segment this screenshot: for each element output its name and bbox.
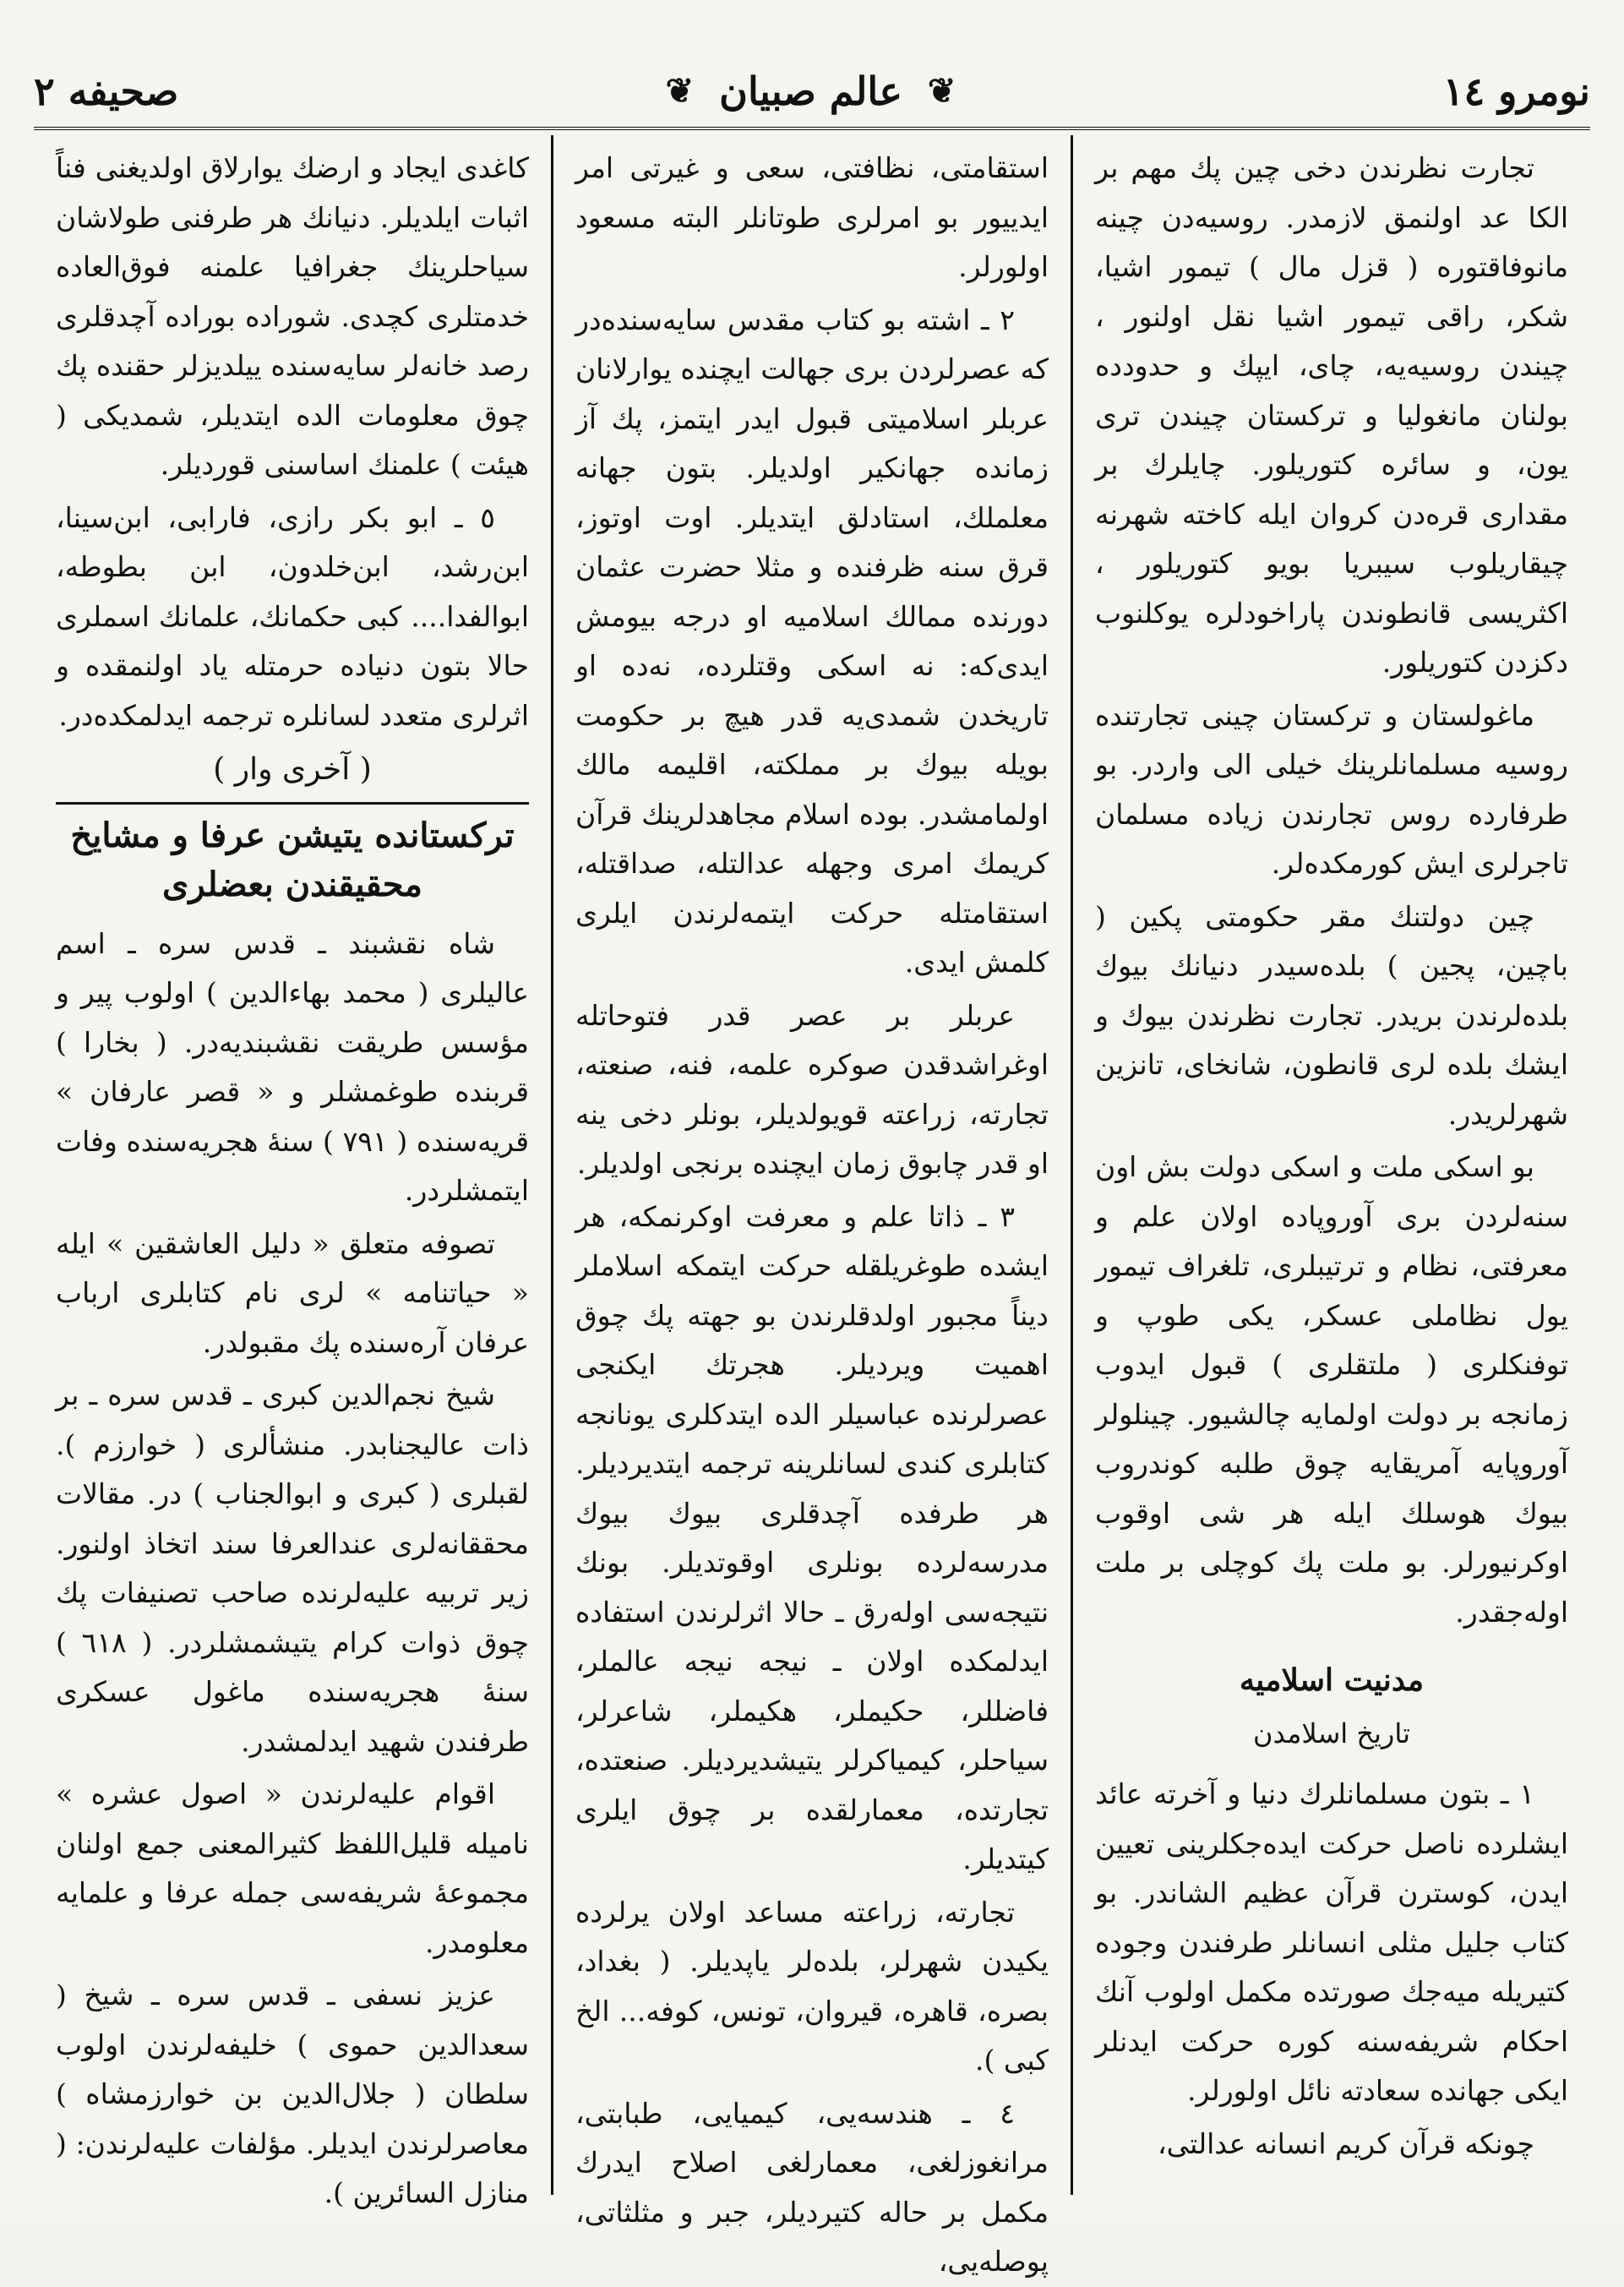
issue-number: نومرو ١٤ [1442,68,1590,114]
paragraph: تجارته، زراعته مساعد اولان یرلرده یکیدن شهرلر، بلده‌لر یاپدیلر. ( بغداد، بصره، قاهره، قیروان، تونس، کوفه... الخ کبی ). [575,1895,1049,2077]
masthead [666,68,956,114]
paragraph: تصوفه متعلق « دلیل العاشقین » ایله « حیاتنامه » لری نام کتابلری ارباب عرفان آره‌سنده پك مقبولدر. [56,1226,529,1359]
divider [56,802,529,805]
paragraph: عربلر بر عصر قدر فتوحاتله اوغراشدقدن صوکره علمه، فنه، صنعته، تجارته، زراعته قویولدیلر، بونلر دخی ینه او قدر چابوق زمان ایچنده برنجی اولدیلر. [575,998,1049,1180]
paragraph: کاغدی ایجاد و ارضك یوارلاق اولدیغنی فناً اثبات ایلدیلر. دنیانك هر طرفنی طولاشان سیاحلرینك جغرافیا علمنه فوق‌العاده خدمتلری کچدی. شوراده بوراده آچدقلری رصد خانه‌لر سایه‌سنده ییلدیزلر حقنده پك چوق معلومات الده ایتدیلر، شمدیکی ( هیئت ) علمنك اساسنی قوردیلر. [56,151,529,481]
paragraph: چین دولتنك مقر حکومتی پکین ( باچین، پجین ) بلده‌سیدر دنیانك بیوك بلده‌لرندن بریدر. تجارت نظرندن بیوك و ایشك بلده لری قانطون، شانخای، تانزین شهرلریدر. [1095,899,1568,1131]
column-left [34,135,553,2209]
ornament-icon: ❦ [927,71,956,111]
paragraph: عزیز نسفی ـ قدس سره ـ شیخ ( سعدالدین حموی ) خلیفه‌لرندن اولوب سلطان ( جلال‌الدین بن خوارزمشاه ) معاصرلرندن ایدیلر. مؤلفات علیه‌لرندن: ( منازل السائرین ). [56,1979,529,2209]
paragraph: بو اسکی ملت و اسکی دولت بش اون سنه‌لردن بری آوروپاده اولان علم و معرفتی، نظام و ترتیبلری، تلغراف تیمور یول نظاملی عسکر، یکی طوپ و توفنکلری ( ملتقلری ) قبول ایدوب زمانجه بر دولت اولمایه چالشیور. چینلولر آوروپایه آمریقایه چوق طلبه کوندروب بیوك هوسلك ایله هر شی اوقوب اوکرنیورلر. بو ملت پك کوچلی بر ملت اوله‌جقدر. [1095,1150,1568,1629]
section-heading: مدنیت اسلامیه [1239,1662,1425,1698]
paragraph: تجارت نظرندن دخی چین پك مهم بر الكا عد اولنمق لازمدر. روسیه‌دن چینه مانوفاقتوره ( قزل مال ) تیمور اشیا، شکر، راقی تیمور اشیا نقل اولنور ، چیندن روسیه‌یه، چای، ایپك و حدودده بولنان مانغولیا و ترکستان چیندن تری یون، و سائره کتوریلور. چایلرك بر مقداری قره‌دن کروان ایله کاخته شهرنه چیقاریلوب سیبریا بویو کتوریلور ، اکثریسی قانطوندن پاراخودلره یوکلنوب دکزدن کتوریلور. [1095,151,1568,679]
article-title: ترکستانده یتیشن عرفا و مشایخ محقیقندن بعضلری [70,815,515,904]
masthead-title: عالم صبیان [719,68,902,114]
header-rule [34,127,1590,130]
columns [34,135,1590,2278]
paragraph: ماغولستان و ترکستان چینی تجارتنده روسیه مسلمانلرینك خیلی الی واردر. بو طرفارده روس تجارندن زیاده مسلمان تاجرلری ایش کورمکده‌لر. [1095,698,1568,880]
paragraph: استقامتی، نظافتی، سعی و غیرتی امر ایدییور بو امرلری طوتانلر البته مسعود اولورلر. [575,151,1049,283]
ornament-icon: ❦ [665,71,695,111]
paragraph: ٣ ـ ذاتا علم و معرفت اوکرنمکه، هر ایشده طوغریلقله حرکت ایتمکه اسلاملر دیناً مجبور اولدقلرندن بو جهته پك چوق اهمیت ویردیلر. هجرتك ایکنجی عصرلرنده عباسیلر الده ایتدکلری یونانجه کتابلری کندی لسانلرینه ترجمه ایتدیردیلر. هر طرفده آچدقلری بیوك بیوك مدرسه‌لرده بونلری اوقوتدیلر. بونك نتیجه‌سی اوله‌رق ـ حالا اثرلرندن استفاده ایدلمکده اولان ـ نیجه نیجه عالملر، فاضللر، حکیملر، هکیملر، شاعرلر، سیاحلر، کیمیاکرلر یتیشدیردیلر. صنعتده، تجارتده، معمارلقده بر چوق ایلری کیتدیلر. [575,1199,1049,1875]
paragraph: اقوام علیه‌لرندن « اصول عشره » نامیله قلیل‌اللفظ کثیرالمعنی جمع اولنان مجموعهٔ شریفه‌سی جمله عرفا و علمایه معلومدر. [56,1777,529,1959]
paragraph: ٥ ـ ابو بکر رازی، فارابی، ابن‌سینا، ابن‌رشد، ابن‌خلدون، ابن بطوطه، ابوالفدا.... کبی حکمانك، علمانك اسملری حالا بتون دنیاده حرمتله یاد اولنمقده و اثرلری متعدد لسانلره ترجمه ایدلمکده‌در. [56,500,529,732]
page-label: صحیفه ۲ [34,68,179,114]
paragraph: ٤ ـ هندسه‌یی، کیمیایی، طبابتی، مرانغوزلغی، معمارلغی اصلاح ایدرك مکمل بر حاله کتیردیلر، جبر و مثلثاتی، پوصله‌یی، [575,2096,1049,2278]
column-middle [553,135,1073,2278]
page-header [34,51,1590,131]
paragraph: ١ ـ بتون مسلمانلرك دنیا و آخرته عائد ایشلرده ناصل حرکت ایده‌جکلرینی تعیین ایدن، کوسترن قرآن عظیم الشاندر. بو کتاب جلیل مثلی انسانلر طرفندن وجوده کتیریله میه‌جك صورتده مکمل اولوب آنك احکام شریفه‌سنه کوره حرکت ایدنلر ایکی جهانده سعادته نائل اولورلر. [1095,1777,1568,2107]
paragraph: چونکه قرآن کریم انسانه عدالتی، [1157,2126,1534,2160]
column-right [1073,135,1590,2195]
continued-note: ( آخری وار ) [213,752,372,787]
paragraph: ٢ ـ اشته بو کتاب مقدس سایه‌سنده‌در که عصرلردن بری جهالت ایچنده یوارلانان عربلر اسلامیتی قبول ایدر ایتمز، پك آز زمانده جهانکیر اولدیلر. بتون جهانه معلملك، استادلق ایتدیلر. اوت اوتوز، قرق سنه ظرفنده و مثلا حضرت عثمان دورنده ممالك اسلامیه او درجه بیومش ایدی‌که: نه اسکی وقتلرده، نه‌ده او تاریخدن شمدی‌یه قدر هیچ بر حکومت بویله بیوك بر مملکته، اقلیمه مالك اولمامشدر. بوده اسلام مجاهدلرینك قرآن کریمك امری وجهله عدالتله، صداقتله، استقامتله حرکت ایتمه‌لرندن ایلری کلمش ایدی. [575,303,1049,979]
paragraph: شیخ نجم‌الدین کبری ـ قدس سره ـ بر ذات عالیجنابدر. منشألری ( خوارزم ). لقبلری ( کبری و ابوالجناب ) در. مقالات محققانه‌لری عندالعرفا سند اتخاذ اولنور. زیر تربیه علیه‌لرنده صاحب تصنیفات پك چوق ذوات کرام یتیشمشلردر. ( ٦١٨ ) سنهٔ هجریه‌سنده ماغول عسکری طرفندن شهید ایدلمشدر. [56,1378,529,1758]
section-subheading: تاریخ اسلامدن [1252,1717,1411,1749]
paragraph: شاه نقشبند ـ قدس سره ـ اسم عالیلری ( محمد بهاءالدین ) اولوب پیر و مؤسس طریقت نقشبندیه‌در. ( بخارا ) قربنده طوغمشلر و « قصر عارفان » قریه‌سنده ( ٧٩١ ) سنهٔ هجریه‌سنده وفات ایتمشلردر. [56,926,529,1207]
